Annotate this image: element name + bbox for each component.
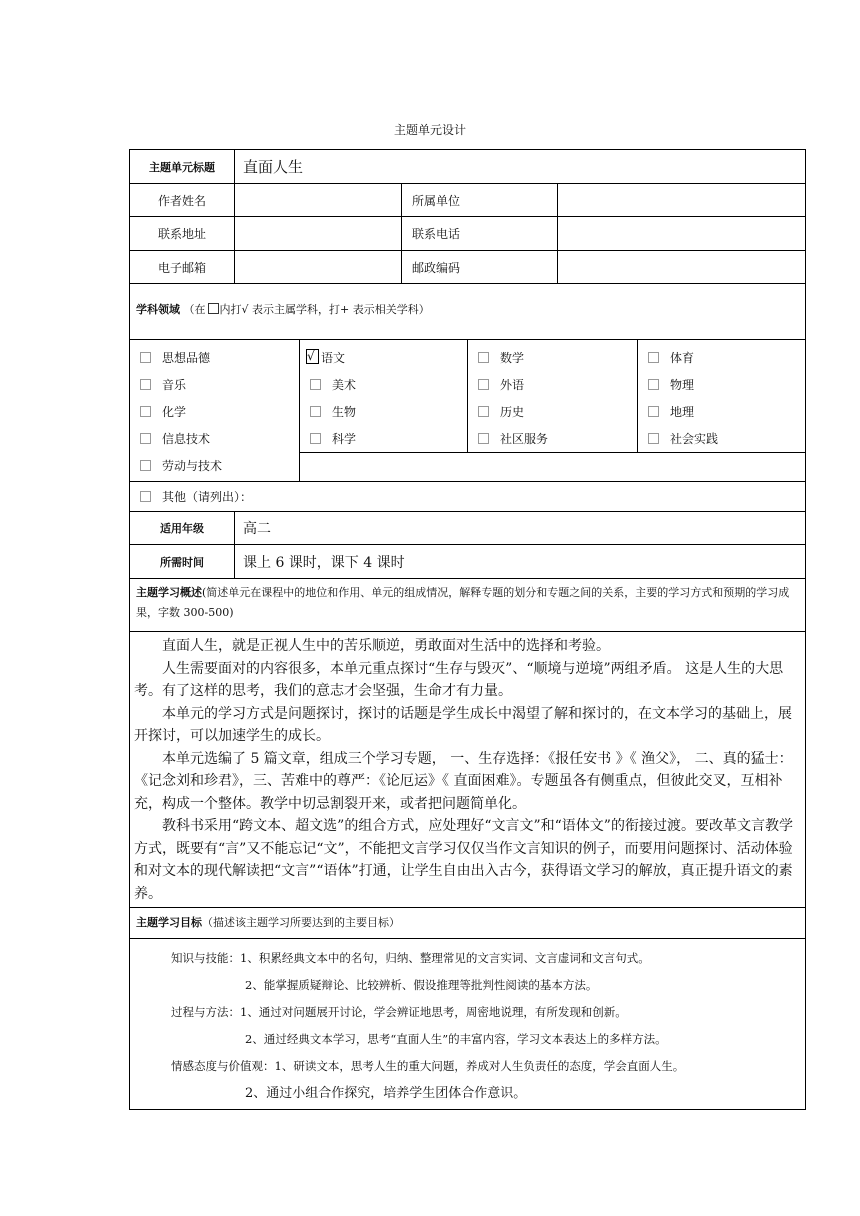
subject-area-row [130, 284, 805, 340]
checkbox-icon[interactable] [648, 406, 659, 417]
subject-item[interactable] [130, 345, 299, 372]
goal-line: 情感态度与价值观：1、研读文本，思考人生的重大问题，养成对人生负责任的态度，学会直面人生。 [171, 1059, 685, 1073]
author-row [130, 184, 805, 217]
checkbox-icon[interactable] [648, 433, 659, 444]
unit-title-label: 主题单元标题 [130, 150, 235, 183]
time-label: 所需时间 [130, 545, 235, 578]
subject-label: 体育 [670, 351, 695, 365]
email-field[interactable] [235, 251, 402, 283]
subject-label: 语文 [321, 351, 346, 365]
subject-label: 历史 [500, 405, 525, 419]
goals-label: 主题学习目标 [136, 916, 202, 929]
time-row [130, 545, 805, 579]
subject-item[interactable] [130, 426, 299, 453]
overview-paragraph: 教科书采用“跨文本、超文选”的组合方式，应处理好“文言文”和“语体文”的衔接过渡。要改革文言教学方式，既要有“言”又不能忘记“文”，不能把文言学习仅仅当作文言知识的例子，而要用问题探讨、活动体验和对文本的现代解读把“文言”“语体”打通，让学生自由出入古今，获得语文学习的解放，真正提升语文的素养。 [134, 818, 793, 902]
subject-label: 音乐 [162, 378, 187, 392]
overview-description: (简述单元在课程中的地位和作用、单元的组成情况，解释专题的划分和专题之间的关系，主要的学习方式和预期的学习成果，字数 300-500) [136, 586, 790, 619]
goals-header-row [130, 908, 805, 939]
subject-label: 数学 [500, 351, 525, 365]
subject-label: 思想品德 [162, 351, 211, 365]
checkbox-icon[interactable] [140, 433, 151, 444]
goals-header [130, 908, 406, 938]
organization-label: 所属单位 [402, 184, 558, 216]
checkbox-icon[interactable] [478, 379, 489, 390]
subject-item[interactable] [638, 426, 805, 453]
subject-label: 美术 [332, 378, 357, 392]
subject-item[interactable] [638, 372, 805, 399]
checkbox-icon[interactable] [140, 460, 151, 471]
goal-line: 2、能掌握质疑辩论、比较辨析、假设推理等批判性阅读的基本方法。 [245, 978, 598, 992]
grade-row [130, 512, 805, 545]
goals-description: （描述该主题学习所要达到的主要目标） [202, 916, 400, 929]
subject-item[interactable] [468, 399, 637, 426]
goals-body[interactable] [130, 939, 805, 1110]
checked-checkbox-icon[interactable] [306, 349, 319, 364]
subject-label: 外语 [500, 378, 525, 392]
other-label: 其他（请列出）： [162, 490, 253, 504]
checkbox-icon[interactable] [140, 491, 151, 502]
overview-paragraph: 直面人生，就是正视人生中的苦乐顺逆，勇敢面对生活中的选择和考验。 [162, 638, 610, 654]
subject-item[interactable] [638, 399, 805, 426]
subject-area-label: 学科领域 [136, 303, 180, 316]
checkbox-icon[interactable] [310, 379, 321, 390]
postcode-label: 邮政编码 [402, 251, 558, 283]
overview-paragraph: 本单元的学习方式是问题探讨，探讨的话题是学生成长中渴望了解和探讨的，在文本学习的基础上，展开探讨，可以加速学生的成长。 [134, 705, 792, 744]
subject-item[interactable] [468, 426, 637, 453]
subject-label: 科学 [332, 432, 357, 446]
email-label: 电子邮箱 [130, 251, 235, 283]
subject-label: 化学 [162, 405, 187, 419]
subject-item[interactable] [468, 345, 637, 372]
subject-area-hint-2: 内打√ 表示主属学科，打+ 表示相关学科） [219, 303, 430, 316]
subject-item[interactable] [300, 426, 467, 453]
subject-item[interactable] [130, 453, 299, 480]
checkbox-icon[interactable] [310, 433, 321, 444]
author-name-label: 作者姓名 [130, 184, 235, 216]
address-row [130, 217, 805, 251]
other-subjects[interactable] [130, 482, 805, 512]
email-row [130, 251, 805, 284]
subject-label: 社会实践 [670, 432, 719, 446]
checkbox-icon[interactable] [310, 406, 321, 417]
subject-item[interactable] [300, 399, 467, 426]
subject-column-4 [638, 340, 805, 453]
subject-area-hint: （在 [183, 303, 206, 316]
checkbox-icon[interactable] [478, 352, 489, 363]
checkbox-icon[interactable] [648, 352, 659, 363]
subject-item[interactable] [130, 372, 299, 399]
checkbox-icon[interactable] [140, 379, 151, 390]
subject-item[interactable] [130, 399, 299, 426]
subject-label: 社区服务 [500, 432, 549, 446]
subject-column-2 [300, 340, 468, 453]
subject-label: 物理 [670, 378, 695, 392]
checkbox-icon [208, 303, 219, 314]
overview-paragraph: 人生需要面对的内容很多，本单元重点探讨“生存与毁灭”、“顺境与逆境”两组矛盾。 这是人生的大思考。有了这样的思考，我们的意志才会坚强，生命才有力量。 [134, 660, 784, 699]
address-field[interactable] [235, 217, 402, 250]
overview-header [130, 579, 805, 631]
subject-column-1 [130, 340, 300, 481]
phone-field[interactable] [558, 217, 805, 250]
subject-label: 生物 [332, 405, 357, 419]
phone-label: 联系电话 [402, 217, 558, 250]
grade-label: 适用年级 [130, 512, 235, 544]
subject-label: 劳动与技术 [162, 459, 223, 473]
overview-label: 主题学习概述 [136, 586, 202, 599]
time-value[interactable]: 课上 6 课时，课下 4 课时 [243, 554, 405, 571]
grade-value[interactable]: 高二 [243, 521, 271, 537]
author-name-field[interactable] [235, 184, 402, 216]
unit-title-row [130, 150, 805, 184]
unit-title-value[interactable]: 直面人生 [243, 158, 304, 176]
subject-item[interactable] [300, 372, 467, 399]
subject-label: 地理 [670, 405, 695, 419]
goal-line: 过程与方法：1、通过对问题展开讨论，学会辨证地思考，周密地说理，有所发现和创新。 [171, 1005, 627, 1019]
subject-label: 信息技术 [162, 432, 211, 446]
address-label: 联系地址 [130, 217, 235, 250]
subject-item[interactable] [468, 372, 637, 399]
checkbox-icon[interactable] [648, 379, 659, 390]
document-title: 主题单元设计 [393, 123, 466, 137]
goal-line: 2、通过经典文本学习，思考“直面人生”的丰富内容，学习文本表达上的多样方法。 [245, 1032, 667, 1046]
design-form [129, 149, 806, 1110]
goal-line: 2、通过小组合作探究，培养学生团体合作意识。 [245, 1086, 527, 1101]
checkbox-icon[interactable] [478, 433, 489, 444]
checkbox-icon[interactable] [478, 406, 489, 417]
subject-area-header [130, 284, 436, 339]
postcode-field[interactable] [558, 251, 805, 283]
checkbox-icon[interactable] [140, 406, 151, 417]
checkbox-icon[interactable] [140, 352, 151, 363]
organization-field[interactable] [558, 184, 805, 216]
goal-line: 知识与技能：1、积累经典文本中的名句，归纳、整理常见的文言实词、文言虚词和文言句式。 [171, 951, 650, 965]
subject-item[interactable] [300, 345, 467, 372]
subject-column-3 [468, 340, 638, 453]
overview-header-row [130, 579, 805, 632]
subject-item[interactable] [638, 345, 805, 372]
overview-body[interactable] [130, 632, 805, 908]
subject-grid [130, 340, 805, 482]
overview-paragraph: 本单元选编了 5 篇文章，组成三个学习专题， 一、生存选择：《报任安书 》《 渔父》， 二、真的猛士：《记念刘和珍君》，三、苦难中的尊严：《论厄运》《 直面困难》。专题虽各有侧重点，但彼此交叉，互相补充，构成一个整体。教学中切忌割裂开来，或者把问题简单化。 [134, 750, 793, 812]
